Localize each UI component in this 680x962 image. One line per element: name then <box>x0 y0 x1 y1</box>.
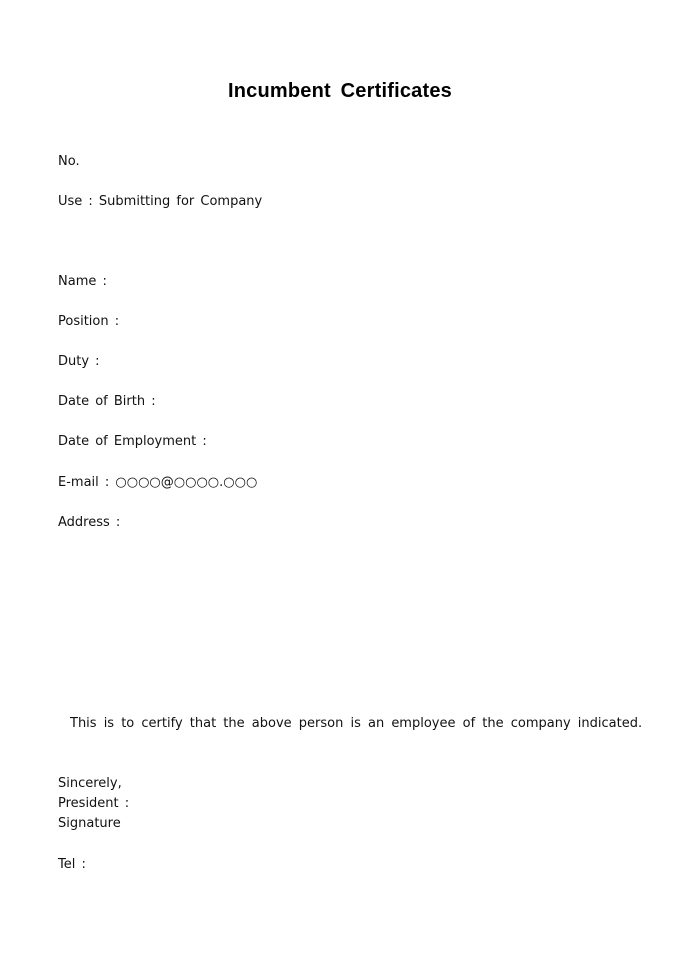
number-label: No. <box>58 154 80 169</box>
certification-statement: This is to certify that the above person is an employee of the company indicated. <box>70 716 643 731</box>
date-of-employment-field: Date of Employment : <box>58 434 207 449</box>
closing-signature: Signature <box>58 816 121 831</box>
email-field: E-mail : ○○○○@○○○○.○○○ <box>58 475 258 490</box>
position-field: Position : <box>58 314 120 329</box>
document-title: Incumbent Certificates <box>227 80 452 102</box>
closing-president: President : <box>58 796 130 811</box>
date-of-birth-field: Date of Birth : <box>58 394 156 409</box>
duty-field: Duty : <box>58 354 100 369</box>
closing-sincerely: Sincerely, <box>58 776 122 791</box>
use-line: Use : Submitting for Company <box>58 194 263 209</box>
name-field: Name : <box>58 274 107 289</box>
address-field: Address : <box>58 515 121 530</box>
closing-tel: Tel : <box>58 857 86 872</box>
